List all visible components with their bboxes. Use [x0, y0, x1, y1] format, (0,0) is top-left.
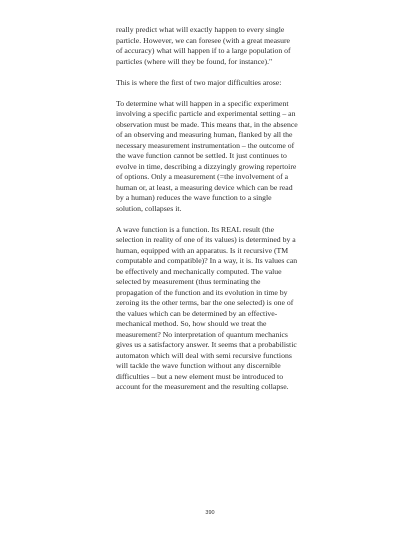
- page-number: 390: [205, 510, 215, 516]
- paragraph-4: A wave function is a function. Its REAL result (the selection in reality of one of its values) is determined by a human, equipped with an apparatus. Is it recursive (TM computable and compatible)? In a way, it is. Its values can be effectively and mechanically computed. The value selected by measurement (thus terminating the propagation of the function and its evolution in time by zeroing its the other terms, bar the one selected) is one of the values which can be determined by an effective- mechanical method. So, how should we treat the measurement? No interpretation of quantum mechanics gives us a satisfactory answer. It seems that a probabilistic automaton which will deal with semi recursive functions will tackle the wave function without any discernible difficulties – but a new element must be introduced to account for the measurement and the resulting collapse.: [116, 224, 298, 391]
- paragraph-3: To determine what will happen in a specific experiment involving a specific particle and experimental setting – an observation must be made. This means that, in the absence of an observing and measuring human, flanked by all the necessary measurement instrumentation – the outcome of the wave function cannot be settled. It just continues to evolve in time, describing a dizzyingly growing repertoire of options. Only a measurement (=the involvement of a human or, at least, a measuring device which can be read by a human) reduces the wave function to a single solution, collapses it.: [116, 98, 298, 213]
- paragraph-2: This is where the first of two major difficulties arose:: [116, 77, 282, 87]
- body-text: [116, 25, 346, 403]
- paragraph-1: really predict what will exactly happen to every single particle. However, we can foresee (with a great measure of accuracy) what will happen if to a large population of particles (where will they be found, for instance).": [116, 25, 291, 66]
